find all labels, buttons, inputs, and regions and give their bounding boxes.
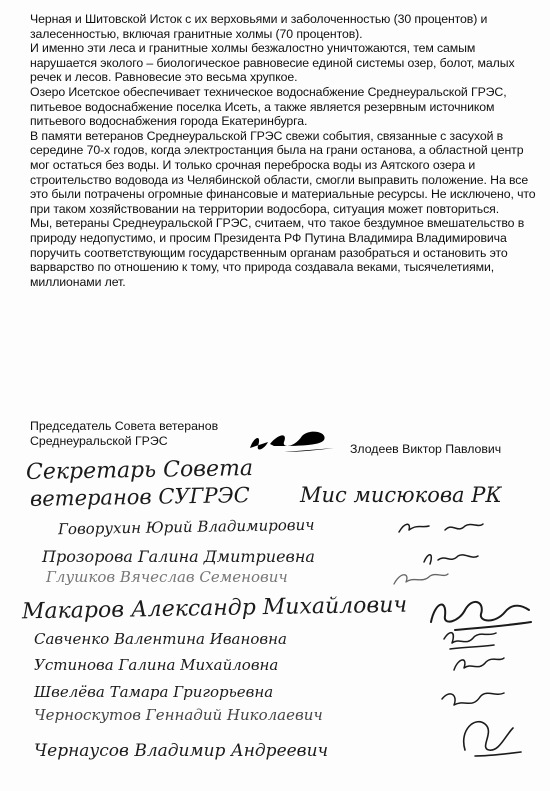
paragraph-1: Черная и Шитовской Исток с их верховьями и заболоченностью (30 процентов) и залесенностью, включая гранитные холмы (70 процентов). [30, 12, 488, 41]
secretary-signature-name: Мис мисюкова РК [300, 483, 502, 507]
signer-name-8: Черноскутов Геннадий Николаевич [34, 706, 323, 724]
paragraph-4: В памяти ветеранов Среднеуральской ГРЭС свежи события, связанные с засухой в середине 70-х годов, когда электростанция была на грани останова, а областной центр мог остаться без воды. И только срочная переброска воды из Аятского озера и строительство водовода из Челябинской области, смогли выправить положение. На все это были потрачены огромные финансовые и материальные ресурсы. Не исключено, что при таком хозяйствовании на территории водосбора, ситуация может повториться. [30, 128, 536, 216]
signature-3 [390, 566, 450, 590]
signer-name-7: Швелёва Тамара Григорьевна [34, 683, 274, 701]
signature-1 [395, 514, 485, 540]
signature-5 [440, 625, 500, 653]
signer-name-5: Савченко Валентина Ивановна [34, 630, 287, 648]
paragraph-3: Озеро Исетское обеспечивает техническое водоснабжение Среднеуральской ГРЭС, питьевое водоснабжение поселка Исеть, а также является резервным источником питьевого водоснабжения города Екатеринбурга. [30, 84, 507, 129]
signoff-organization: Среднеуральской ГРЭС [30, 434, 168, 448]
chairman-signature [244, 422, 339, 462]
signoff-title: Председатель Совета ветеранов [30, 419, 219, 433]
signer-name-1: Говорухин Юрий Владимирович [57, 515, 315, 539]
secretary-title-line1: Секретарь Совета [25, 456, 254, 485]
signer-name-3: Глушков Вячеслав Семенович [46, 568, 288, 586]
signature-6 [448, 652, 508, 680]
signature-8 [455, 710, 525, 760]
signoff-block [30, 419, 218, 449]
signer-name-6: Устинова Галина Михайловна [34, 656, 279, 674]
secretary-title-line2: ветеранов СУГРЭС [29, 483, 250, 511]
chairman-name: Злодеев Виктор Павлович [350, 442, 502, 456]
signer-name-4: Макаров Александр Михайлович [21, 592, 408, 625]
signer-name-2: Прозорова Галина Дмитриевна [42, 547, 315, 566]
letter-body [30, 12, 538, 289]
paragraph-2: И именно эти леса и гранитные холмы безжалостно уничтожаются, тем самым нарушается эколого – биологическое равновесие единой системы озер, болот, малых речек и лесов. Равновесие это весьма хрупкое. [30, 41, 515, 85]
signer-name-9: Чернаусов Владимир Андреевич [34, 741, 329, 761]
paragraph-5: Мы, ветераны Среднеуральской ГРЭС, считаем, что такое бездумное вмешательство в природу недопустимо, и просим Президента РФ Путина Владимира Владимировича поручить соответствующим государственным органам разобраться и остановить это варварство по отношению к тому, что природа создавала веками, тысячелетиями, миллионами лет. [30, 216, 525, 289]
